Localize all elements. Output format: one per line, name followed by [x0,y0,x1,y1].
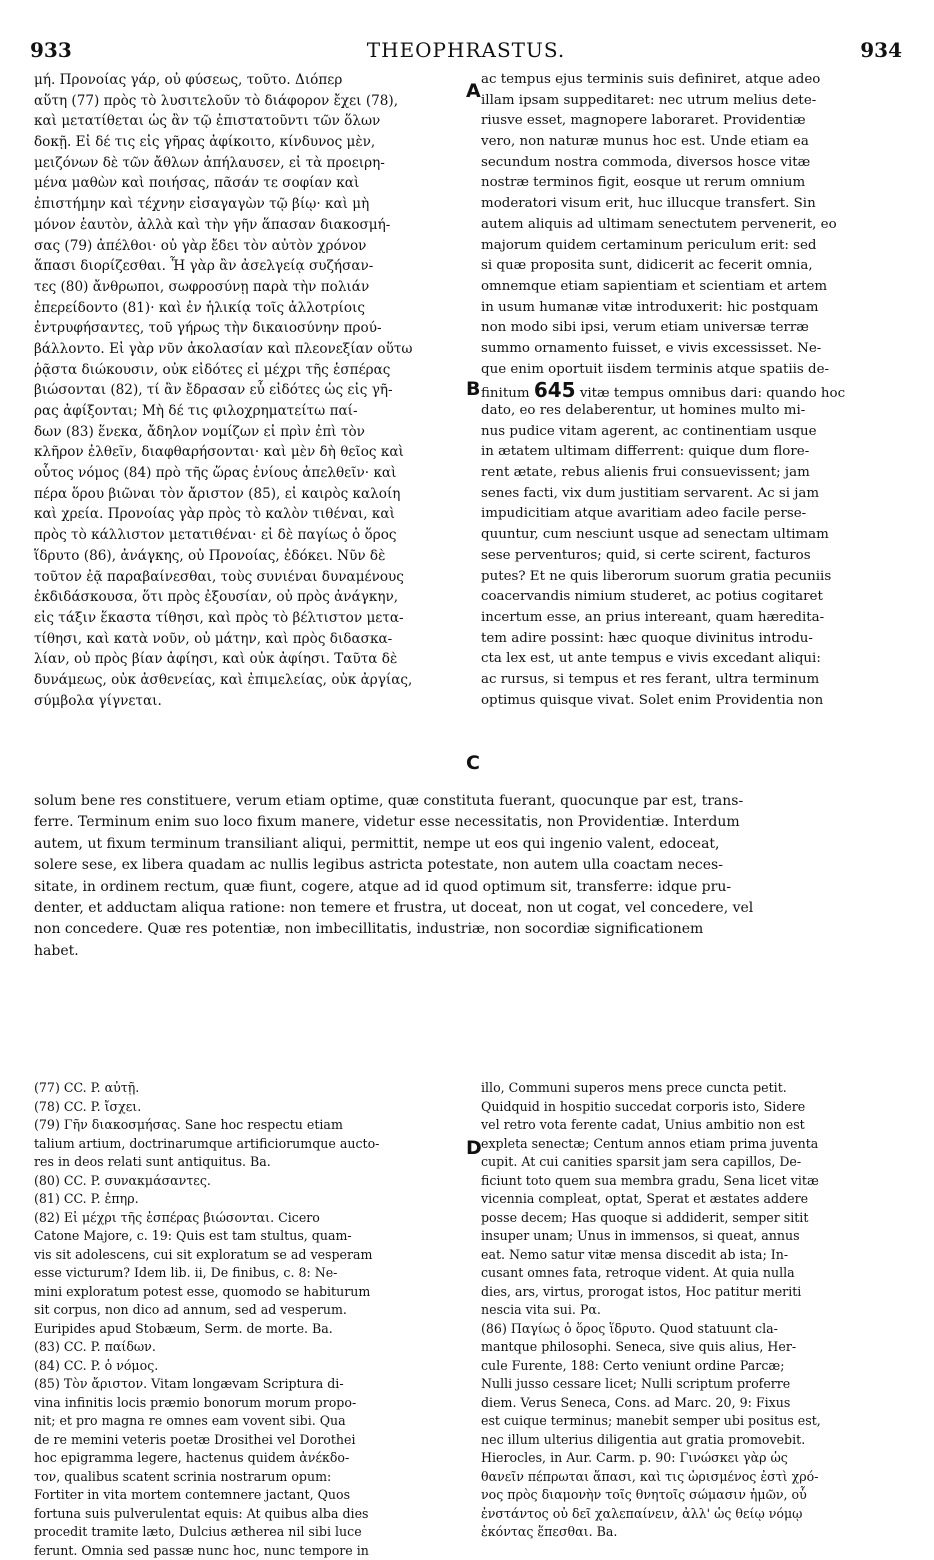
latin-text-line: in ætatem ultimam differrent: quique dum flore- [481,442,901,463]
greek-text-line: βιώσονται (82), τί ἂν ἔδρασαν εὖ εἰδότες ὡς εἰς γῆ- [34,380,464,401]
latin-text-line [481,380,901,401]
footnote-line: (78) CC. P. ἴσχει. [34,1098,462,1117]
greek-text-line: πρὸς τὸ κάλλιστον μετατιθέναι· εἰ δὲ παγίως ὁ ὅρος [34,525,464,546]
footnote-line: esse victurum? Idem lib. ii, De finibus, c. 8: Ne- [34,1264,462,1283]
latin-text-line: impudicitiam atque avaritiam adeo facile perse- [481,504,901,525]
footnote-line: ficiunt toto quem sua membra gradu, Sena licet vitæ [481,1172,901,1191]
greek-text-line: εἰς τάξιν ἕκαστα τίθησι, καὶ πρὸς τὸ βέλτιστον μετα- [34,608,464,629]
latin-text-line: nostræ terminos figit, eosque ut rerum omnium [481,173,901,194]
latin-text-line: rent ætate, rebus alienis frui consuevissent; jam [481,463,901,484]
latin-text-line: putes? Et ne quis liberorum suorum gratia pecuniis [481,567,901,588]
footnote-line: vina infinitis locis præmio bonorum morum propo- [34,1394,462,1413]
footnote-line: (81) CC. P. ἐπηρ. [34,1190,462,1209]
latin-text-line: ac tempus ejus terminis suis definiret, atque adeo [481,70,901,91]
section-marker-b: B [466,378,480,400]
fullwidth-text-line: non concedere. Quæ res potentiæ, non imbecillitatis, industriæ, non socordiæ significationem [34,919,902,940]
latin-text-line: optimus quisque vivat. Solet enim Providentia non [481,691,901,712]
greek-text-line: μή. Προνοίας γάρ, οὐ φύσεως, τοῦτο. Διόπερ [34,70,464,91]
page-number-left: 933 [30,38,72,62]
section-marker-c: C [466,752,480,774]
footnote-line: illo, Communi superos mens prece cuncta petit. [481,1079,901,1098]
greek-text-line: πέρα ὅρου βιῶναι τὸν ἄριστον (85), εἰ καιρὸς καλοίη [34,484,464,505]
footnote-line: vel retro vota ferente cadat, Unius ambitio non est [481,1116,901,1135]
greek-text-line: τίθησι, καὶ κατὰ νοῦν, οὐ μάτην, καὶ πρὸς διδασκα- [34,629,464,650]
fullwidth-text-line: habet. [34,941,902,962]
latin-text-line: autem aliquis ad ultimam senectutem pervenerit, eo [481,215,901,236]
greek-text-line: δοκῇ. Εἰ δέ τις εἰς γῆρας ἀφίκοιτο, κίνδυνος μὲν, [34,132,464,153]
greek-text-line: ἐντρυφήσαντες, τοῦ γήρως τὴν δικαιοσύνην πρού- [34,318,464,339]
greek-text-column [34,70,464,711]
section-marker-a: A [466,80,481,102]
greek-text-line: μειζόνων δὲ τῶν ἄθλων ἀπήλαυσεν, εἰ τὰ προειρη- [34,153,464,174]
latin-text-line: in usum humanæ vitæ introduxerit: hic postquam [481,298,901,319]
latin-text-line-part: vitæ tempus omnibus dari: quando hoc [576,386,846,401]
latin-text-line: quuntur, cum nesciunt usque ad senectam ultimam [481,525,901,546]
fullwidth-text-line: sitate, in ordinem rectum, quæ fiunt, cogere, atque ad id quod optimum sit, transferre: idque pru- [34,877,902,898]
greek-text-line: τες (80) ἄνθρωποι, σωφροσύνῃ παρὰ τὴν πολιάν [34,277,464,298]
greek-text-line: μόνον ἑαυτὸν, ἀλλὰ καὶ τὴν γῆν ἅπασαν διακοσμή- [34,215,464,236]
latin-text-line: dato, eo res delaberentur, ut homines multo mi- [481,401,901,422]
page-number-right: 934 [860,38,902,62]
latin-text-line: que enim oportuit iisdem terminis atque spatiis de- [481,360,901,381]
fullwidth-text-line: autem, ut fixum terminum transiliant aliqui, permittit, nempe ut eos qui ingenio valent, edoceat, [34,834,902,855]
footnote-line: vicennia compleat, optat, Sperat et æstates addere [481,1190,901,1209]
footnote-line: (79) Γῆν διακοσμήσας. Sane hoc respectu etiam [34,1116,462,1135]
greek-text-line: ἐκδιδάσκουσα, ὅτι πρὸς ἐξουσίαν, οὐ πρὸς ἀνάγκην, [34,587,464,608]
greek-text-line: ἵδρυτο (86), ἀνάγκης, οὐ Προνοίας, ἐδόκει. Νῦν δὲ [34,546,464,567]
footnote-line: eat. Nemo satur vitæ mensa discedit ab ista; In- [481,1246,901,1265]
latin-text-line: illam ipsam suppeditaret: nec utrum melius dete- [481,91,901,112]
fullwidth-text-line: ferre. Terminum enim suo loco fixum manere, videtur esse necessitatis, non Providentiæ. Interdum [34,812,902,833]
footnotes-right-column [481,1079,901,1542]
greek-text-line: κλῆρον ἐλθεῖν, διαφθαρήσονται· καὶ μὲν δὴ θεῖος καὶ [34,442,464,463]
latin-text-line-part: finitum [481,386,534,401]
greek-text-line: αὕτη (77) πρὸς τὸ λυσιτελοῦν τὸ διάφορον ἔχει (78), [34,91,464,112]
footnote-line: hoc epigramma legere, hactenus quidem ἀνέκδο- [34,1449,462,1468]
latin-text-line: omnemque etiam sapientiam et scientiam et artem [481,277,901,298]
footnote-line: posse decem; Has quoque si addiderit, semper sitit [481,1209,901,1228]
footnote-line: (80) CC. P. συνακμάσαντες. [34,1172,462,1191]
greek-text-line: ἐπερείδοντο (81)· καὶ ἐν ἡλικίᾳ τοῖς ἀλλοτρίοις [34,298,464,319]
greek-text-line: λίαν, οὐ πρὸς βίαν ἀφίησι, καὶ οὐκ ἀφίησι. Ταῦτα δὲ [34,649,464,670]
greek-text-line: ῥᾷστα διώκουσιν, οὐκ εἰδότες εἰ μέχρι τῆς ἑσπέρας [34,360,464,381]
footnote-line: Nulli jusso cessare licet; Nulli scriptum proferre [481,1375,901,1394]
latin-text-column [481,70,901,711]
latin-text-line: ac rursus, si tempus et res ferant, ultra terminum [481,670,901,691]
latin-text-line: senes facti, vix dum justitiam servarent. Ac si jam [481,484,901,505]
footnotes-left-column [34,1079,462,1560]
footnote-line: fortuna suis pulverulentat equis: At quibus alba dies [34,1505,462,1524]
footnote-line: talium artium, doctrinarumque artificiorumque aucto- [34,1135,462,1154]
fullwidth-text-line: denter, et adductam aliqua ratione: non temere et frustra, ut doceat, non ut cogat, vel concedere, vel [34,898,902,919]
footnote-line: ferunt. Omnia sed passæ nunc hoc, nunc tempore in [34,1542,462,1560]
section-marker-d: D [466,1137,482,1159]
footnote-line: cupit. At cui canities sparsit jam sera capillos, De- [481,1153,901,1172]
footnote-line: θανεῖν πέπρωται ἅπασι, καὶ τις ὡρισμένος ἐστὶ χρό- [481,1468,901,1487]
footnote-line: (85) Τὸν ἄριστον. Vitam longævam Scriptura di- [34,1375,462,1394]
greek-text-line: καὶ μετατίθεται ὡς ἂν τῷ ἐπιστατοῦντι τῶν ὅλων [34,111,464,132]
latin-text-line: si quæ proposita sunt, didicerit ac fecerit omnia, [481,256,901,277]
latin-fullwidth-text [34,791,902,962]
latin-text-line: riusve esset, magnopere laboraret. Providentiæ [481,111,901,132]
footnote-line: (86) Παγίως ὁ ὅρος ἵδρυτο. Quod statuunt cla- [481,1320,901,1339]
footnote-line: vis sit adolescens, cui sit exploratum se ad vesperam [34,1246,462,1265]
greek-text-line: τοῦτον ἐᾷ παραβαίνεσθαι, τοὺς συνιέναι δυναμένους [34,567,464,588]
footnote-line: sit corpus, non dico ad annum, sed ad vesperum. [34,1301,462,1320]
greek-text-line: δυνάμεως, οὐκ ἀσθενείας, καὶ ἐπιμελείας, οὐκ ἀργίας, [34,670,464,691]
latin-text-line: non modo sibi ipsi, verum etiam universæ terræ [481,318,901,339]
latin-text-line: tem adire possint: hæc quoque divinitus introdu- [481,629,901,650]
latin-text-line: majorum quidem certaminum periculum erit: sed [481,236,901,257]
latin-text-line: sese perventuros; quid, si certe scirent, facturos [481,546,901,567]
footnote-line: Hierocles, in Aur. Carm. p. 90: Γινώσκει γὰρ ὡς [481,1449,901,1468]
footnote-line: ἑκόντας ἕπεσθαι. Βa. [481,1523,901,1542]
footnote-line: (82) Εἰ μέχρι τῆς ἑσπέρας βιώσονται. Cicero [34,1209,462,1228]
latin-text-line: cta lex est, ut ante tempus e vivis excedant aliqui: [481,649,901,670]
greek-text-line: ἅπασι διορίζεσθαι. Ἦ γὰρ ἂν ἀσελγείᾳ συζήσαν- [34,256,464,277]
greek-text-line: σας (79) ἀπέλθοι· οὐ γὰρ ἔδει τὸν αὐτὸν χρόνον [34,236,464,257]
greek-text-line: σύμβολα γίγνεται. [34,691,464,712]
latin-text-line: coacervandis nimium studeret, ac potius cogitaret [481,587,901,608]
footnote-line: (83) CC. P. παίδων. [34,1338,462,1357]
greek-text-line: βάλλοντο. Εἰ γὰρ νῦν ἀκολασίαν καὶ πλεονεξίαν οὕτω [34,339,464,360]
footnote-line: mini exploratum potest esse, quomodo se habiturum [34,1283,462,1302]
greek-text-line: ρας ἀφίξονται; Μὴ δέ τις φιλοχρηματείτω παί- [34,401,464,422]
greek-text-line: ἐπιστήμην καὶ τέχνην εἰσαγαγὼν τῷ βίῳ· καὶ μὴ [34,194,464,215]
footnote-line: dies, ars, virtus, prorogat istos, Hoc patitur meriti [481,1283,901,1302]
footnote-line: Catone Majore, c. 19: Quis est tam stultus, quam- [34,1227,462,1246]
latin-text-line: nus pudice vitam agerent, ac continentiam usque [481,422,901,443]
latin-text-line: moderatori visum erit, huc illucque transfert. Sin [481,194,901,215]
footnote-line: Euripides apud Stobæum, Serm. de morte. Βa. [34,1320,462,1339]
latin-text-line: secundum nostra commoda, diversos hosce vitæ [481,153,901,174]
footnote-line: nec illum ulterius diligentia aut gratia promovebit. [481,1431,901,1450]
column-number: 645 [534,380,576,401]
footnote-line: Fortiter in vita mortem contemnere jactant, Quos [34,1486,462,1505]
footnote-line: (84) CC. P. ὁ νόμος. [34,1357,462,1376]
footnote-line: diem. Verus Seneca, Cons. ad Marc. 20, 9: Fixus [481,1394,901,1413]
greek-text-line: καὶ χρεία. Προνοίας γὰρ πρὸς τὸ καλὸν τιθέναι, καὶ [34,504,464,525]
greek-text-line: οὗτος νόμος (84) πρὸ τῆς ὥρας ἐνίους ἀπελθεῖν· καὶ [34,463,464,484]
footnote-line: (77) CC. P. αὐτῇ. [34,1079,462,1098]
footnote-line: expleta senectæ; Centum annos etiam prima juventa [481,1135,901,1154]
footnote-line: τον, qualibus scatent scrinia nostrarum opum: [34,1468,462,1487]
latin-text-line: summo ornamento fuisset, e vivis excessisset. Ne- [481,339,901,360]
footnote-line: νος πρὸς διαμονὴν τοῖς θνητοῖς σώμασιν ἡμῶν, οὗ [481,1486,901,1505]
footnote-line: res in deos relati sunt antiquitus. Βa. [34,1153,462,1172]
footnote-line: procedit tramite læto, Dulcius ætherea nil sibi luce [34,1523,462,1542]
footnote-line: nescia vita sui. Ρα. [481,1301,901,1320]
fullwidth-text-line: solum bene res constituere, verum etiam optime, quæ constituta fuerant, quocunque par est, trans- [34,791,902,812]
greek-text-line: δων (83) ἕνεκα, ἄδηλον νομίζων εἰ πρὶν ἐπὶ τὸν [34,422,464,443]
footnote-line: cusant omnes fata, retroque vident. At quia nulla [481,1264,901,1283]
latin-text-line: incertum esse, an prius intereant, quam hæredita- [481,608,901,629]
running-header [30,38,902,68]
fullwidth-text-line: solere sese, ex libera quadam ac nullis legibus astricta potestate, non autem ulla coactam neces- [34,855,902,876]
footnote-line: insuper unam; Unus in immensos, si queat, annus [481,1227,901,1246]
footnote-line: ἐνστάντος οὐ δεῖ χαλεπαίνειν, ἀλλ' ὡς θείῳ νόμῳ [481,1505,901,1524]
footnote-line: nit; et pro magna re omnes eam vovent sibi. Qua [34,1412,462,1431]
footnote-line: de re memini veteris poetæ Drosithei vel Dorothei [34,1431,462,1450]
footnote-line: est cuique terminus; manebit semper ubi positus est, [481,1412,901,1431]
footnote-line: cule Furente, 188: Certo veniunt ordine Parcæ; [481,1357,901,1376]
footnote-line: mantque philosophi. Seneca, sive quis alius, Her- [481,1338,901,1357]
running-title: THEOPHRASTUS. [30,38,902,62]
latin-text-line: vero, non naturæ munus hoc est. Unde etiam ea [481,132,901,153]
footnote-line: Quidquid in hospitio succedat corporis isto, Sidere [481,1098,901,1117]
greek-text-line: μένα μαθὼν καὶ ποιήσας, πᾶσάν τε σοφίαν καὶ [34,173,464,194]
